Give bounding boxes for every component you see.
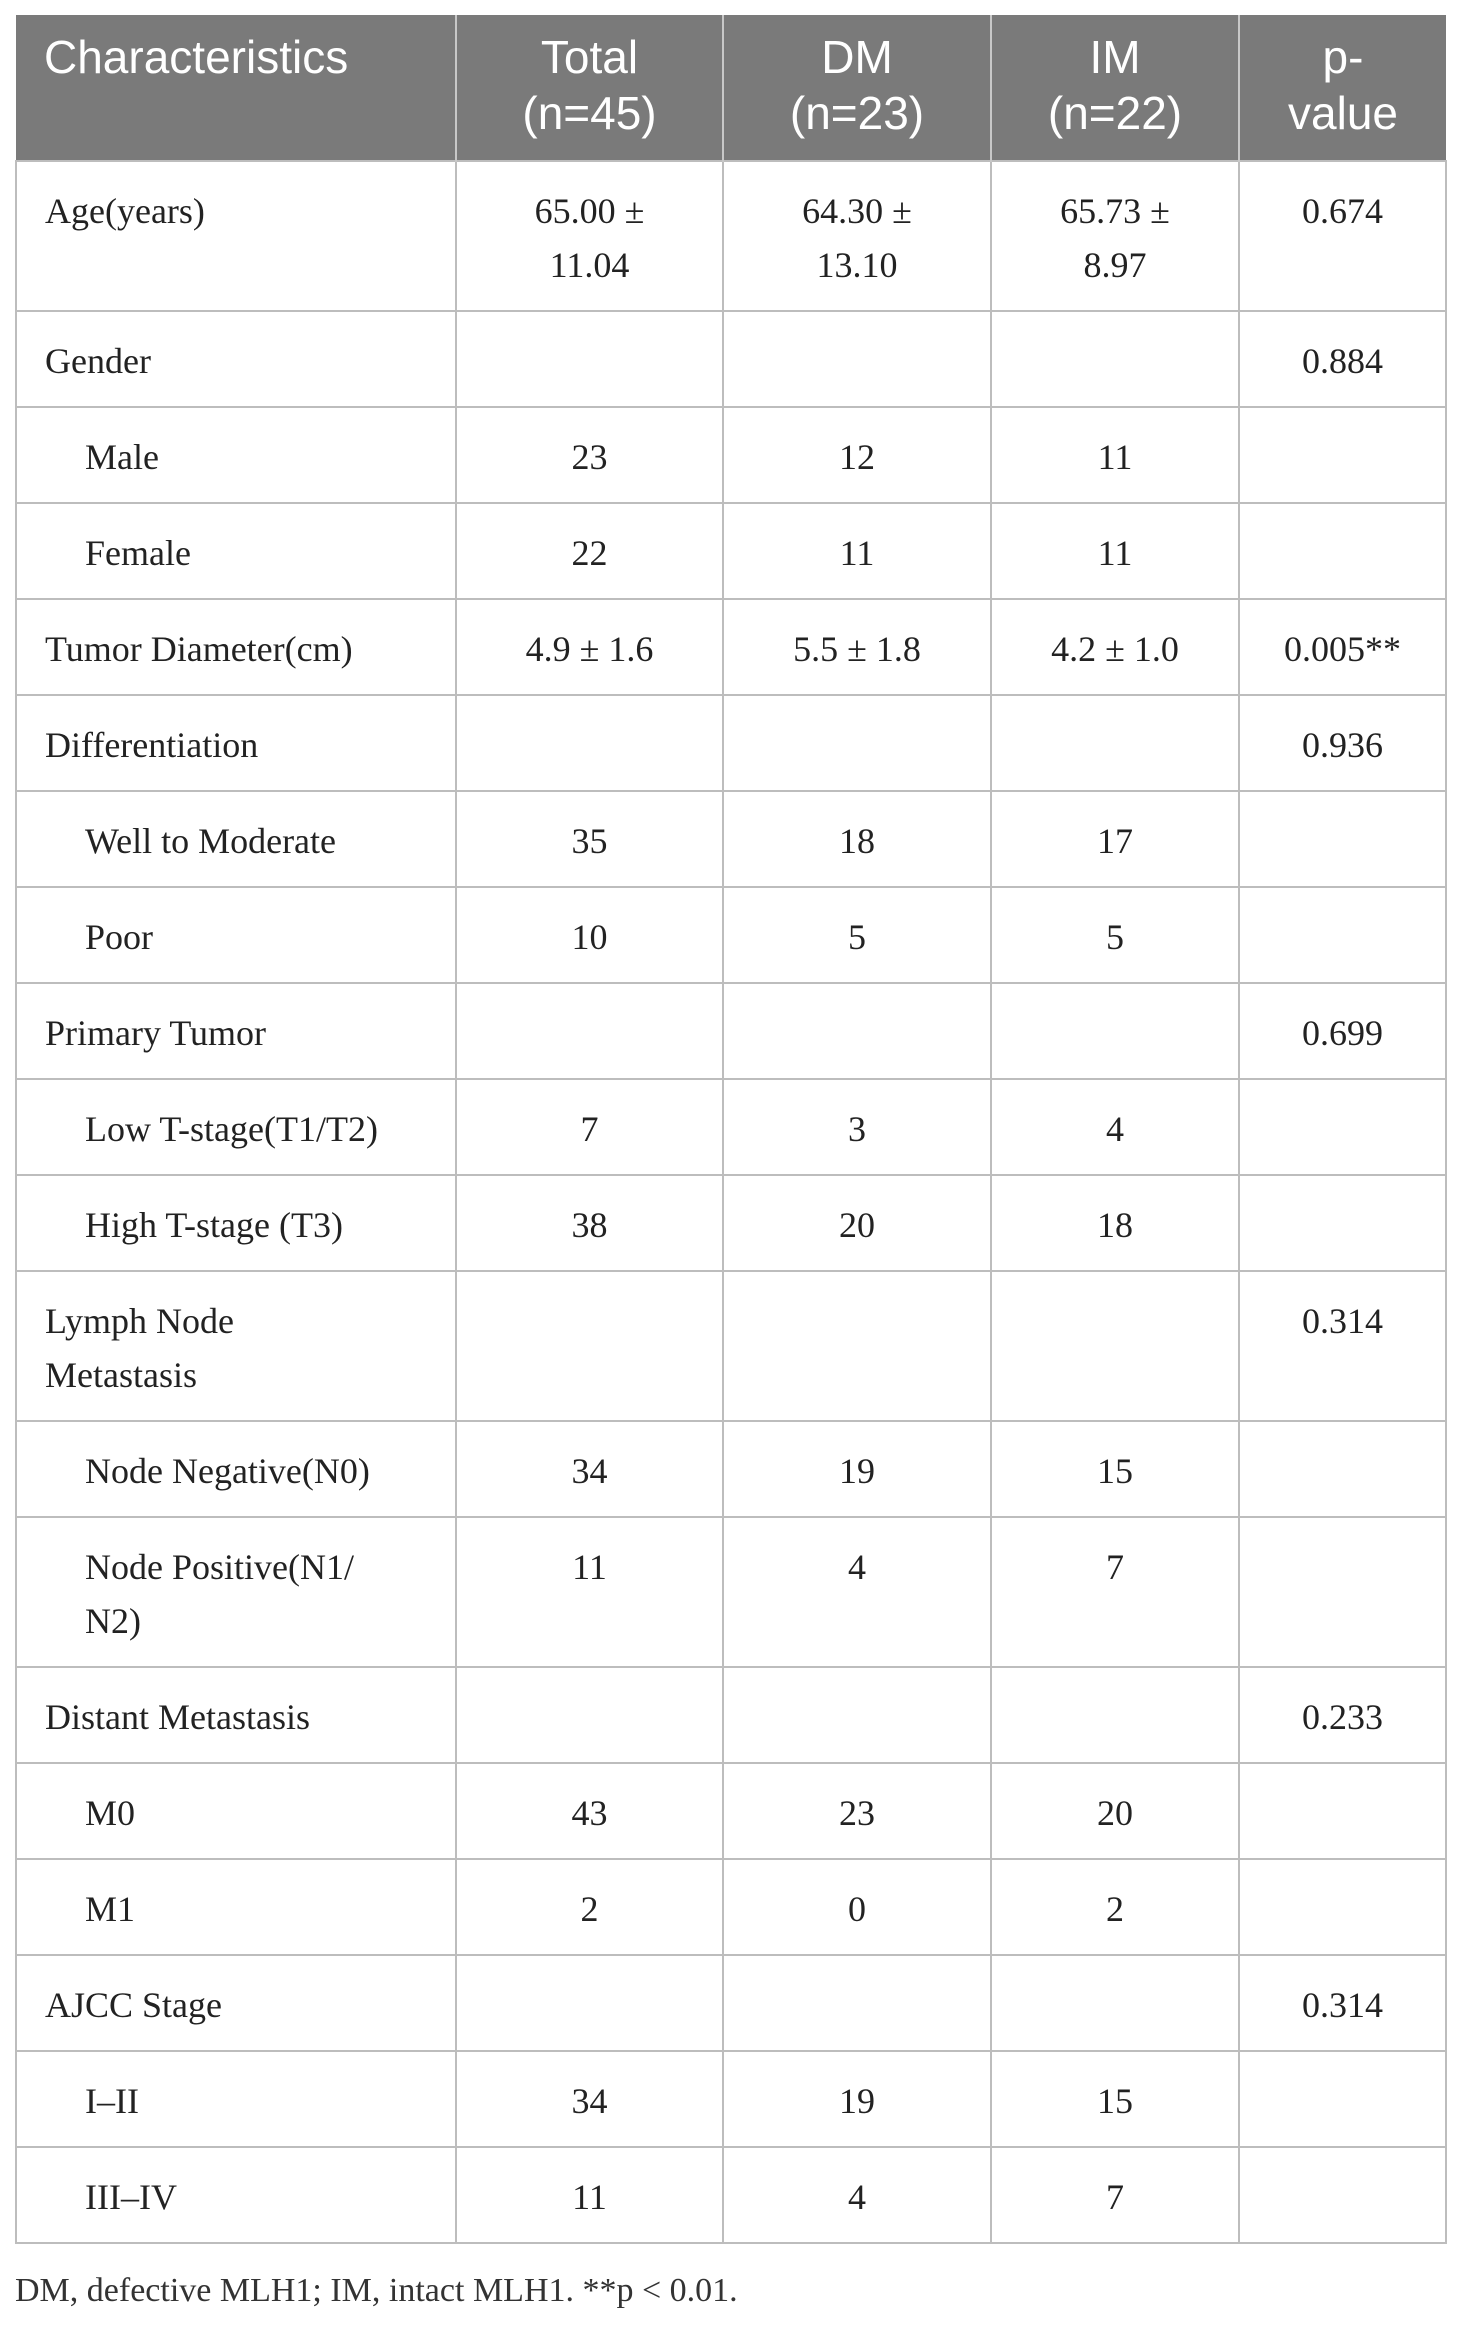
table-row [16,791,1446,887]
cell-im [991,311,1239,407]
cell-dm [723,695,991,791]
cell-dm: 23 [723,1763,991,1859]
cell-total: 7 [456,1079,723,1175]
cell-total [456,1667,723,1763]
cell-total: 65.00 ± 11.04 [456,161,723,311]
cell-dm: 0 [723,1859,991,1955]
cell-p-value: 0.936 [1239,695,1446,791]
cell-dm [723,311,991,407]
cell-total: 43 [456,1763,723,1859]
cell-dm: 4 [723,2147,991,2243]
cell-total [456,983,723,1079]
row-label: Low T-stage(T1/T2) [16,1079,456,1175]
row-label: Age(years) [16,161,456,311]
table-row [16,311,1446,407]
cell-p-value [1239,2051,1446,2147]
row-label: Tumor Diameter(cm) [16,599,456,695]
table-row [16,2147,1446,2243]
cell-total: 11 [456,2147,723,2243]
row-label: High T-stage (T3) [16,1175,456,1271]
cell-im: 4.2 ± 1.0 [991,599,1239,695]
cell-total [456,311,723,407]
cell-p-value [1239,1859,1446,1955]
table-body [16,161,1446,2243]
cell-im [991,1271,1239,1421]
cell-dm: 19 [723,2051,991,2147]
cell-im: 18 [991,1175,1239,1271]
cell-p-value: 0.314 [1239,1271,1446,1421]
cell-p-value: 0.005** [1239,599,1446,695]
row-label: Well to Moderate [16,791,456,887]
table-row [16,161,1446,311]
cell-im: 11 [991,407,1239,503]
row-label: I–II [16,2051,456,2147]
table-row [16,1079,1446,1175]
table-row [16,1763,1446,1859]
table-row [16,1421,1446,1517]
cell-p-value [1239,503,1446,599]
table-row [16,887,1446,983]
cell-total: 23 [456,407,723,503]
cell-p-value [1239,2147,1446,2243]
cell-p-value [1239,1079,1446,1175]
cell-dm [723,1667,991,1763]
cell-im: 15 [991,2051,1239,2147]
row-label: III–IV [16,2147,456,2243]
header-im [991,15,1239,161]
cell-dm: 12 [723,407,991,503]
table-row [16,1175,1446,1271]
characteristics-table-container [15,15,1445,2244]
header-p-value [1239,15,1446,161]
cell-dm [723,983,991,1079]
cell-p-value [1239,791,1446,887]
cell-im: 7 [991,1517,1239,1667]
row-label: M0 [16,1763,456,1859]
cell-total: 2 [456,1859,723,1955]
cell-dm [723,1955,991,2051]
row-label: Differentiation [16,695,456,791]
cell-im: 5 [991,887,1239,983]
row-label: Primary Tumor [16,983,456,1079]
header-dm-label: DM (n=23) [789,31,925,139]
cell-im: 17 [991,791,1239,887]
row-label: AJCC Stage [16,1955,456,2051]
cell-im: 7 [991,2147,1239,2243]
table-row [16,983,1446,1079]
cell-im: 65.73 ± 8.97 [991,161,1239,311]
cell-total: 34 [456,2051,723,2147]
table-row [16,695,1446,791]
cell-total: 22 [456,503,723,599]
table-row [16,1271,1446,1421]
cell-dm [723,1271,991,1421]
cell-im [991,1667,1239,1763]
row-label: M1 [16,1859,456,1955]
row-label: Gender [16,311,456,407]
cell-im [991,695,1239,791]
row-label: Male [16,407,456,503]
cell-total [456,1271,723,1421]
table-row [16,599,1446,695]
cell-dm: 20 [723,1175,991,1271]
header-characteristics: Characteristics [16,15,456,161]
header-p-value-label: p- value [1288,31,1398,139]
header-row [16,15,1446,161]
row-label: Poor [16,887,456,983]
cell-im: 11 [991,503,1239,599]
table-row [16,1859,1446,1955]
cell-total: 11 [456,1517,723,1667]
cell-dm: 64.30 ± 13.10 [723,161,991,311]
header-total-label: Total (n=45) [522,31,657,139]
cell-dm: 3 [723,1079,991,1175]
cell-p-value: 0.699 [1239,983,1446,1079]
cell-p-value: 0.674 [1239,161,1446,311]
cell-dm: 19 [723,1421,991,1517]
cell-p-value [1239,1421,1446,1517]
cell-total: 34 [456,1421,723,1517]
cell-p-value [1239,887,1446,983]
header-dm [723,15,991,161]
cell-im [991,1955,1239,2051]
table-header [16,15,1446,161]
cell-dm: 11 [723,503,991,599]
cell-total [456,1955,723,2051]
cell-p-value: 0.314 [1239,1955,1446,2051]
cell-p-value [1239,1517,1446,1667]
characteristics-table [15,15,1447,2244]
cell-dm: 4 [723,1517,991,1667]
cell-p-value [1239,1175,1446,1271]
cell-im: 4 [991,1079,1239,1175]
table-row [16,503,1446,599]
cell-dm: 18 [723,791,991,887]
cell-im: 20 [991,1763,1239,1859]
cell-total: 38 [456,1175,723,1271]
cell-total [456,695,723,791]
cell-dm: 5 [723,887,991,983]
cell-p-value [1239,407,1446,503]
header-total [456,15,723,161]
table-row [16,1955,1446,2051]
cell-total: 35 [456,791,723,887]
cell-p-value: 0.233 [1239,1667,1446,1763]
row-label: Distant Metastasis [16,1667,456,1763]
table-footnote: DM, defective MLH1; IM, intact MLH1. **p < 0.01. [15,2272,738,2309]
cell-p-value: 0.884 [1239,311,1446,407]
header-im-label: IM (n=22) [1047,31,1183,139]
table-row [16,407,1446,503]
table-row [16,2051,1446,2147]
row-label: Female [16,503,456,599]
cell-im: 15 [991,1421,1239,1517]
cell-dm: 5.5 ± 1.8 [723,599,991,695]
row-label: Node Positive(N1/ N2) [16,1517,456,1667]
cell-im [991,983,1239,1079]
table-row [16,1517,1446,1667]
table-row [16,1667,1446,1763]
cell-total: 4.9 ± 1.6 [456,599,723,695]
cell-total: 10 [456,887,723,983]
cell-p-value [1239,1763,1446,1859]
row-label: Lymph Node Metastasis [16,1271,456,1421]
row-label: Node Negative(N0) [16,1421,456,1517]
cell-im: 2 [991,1859,1239,1955]
